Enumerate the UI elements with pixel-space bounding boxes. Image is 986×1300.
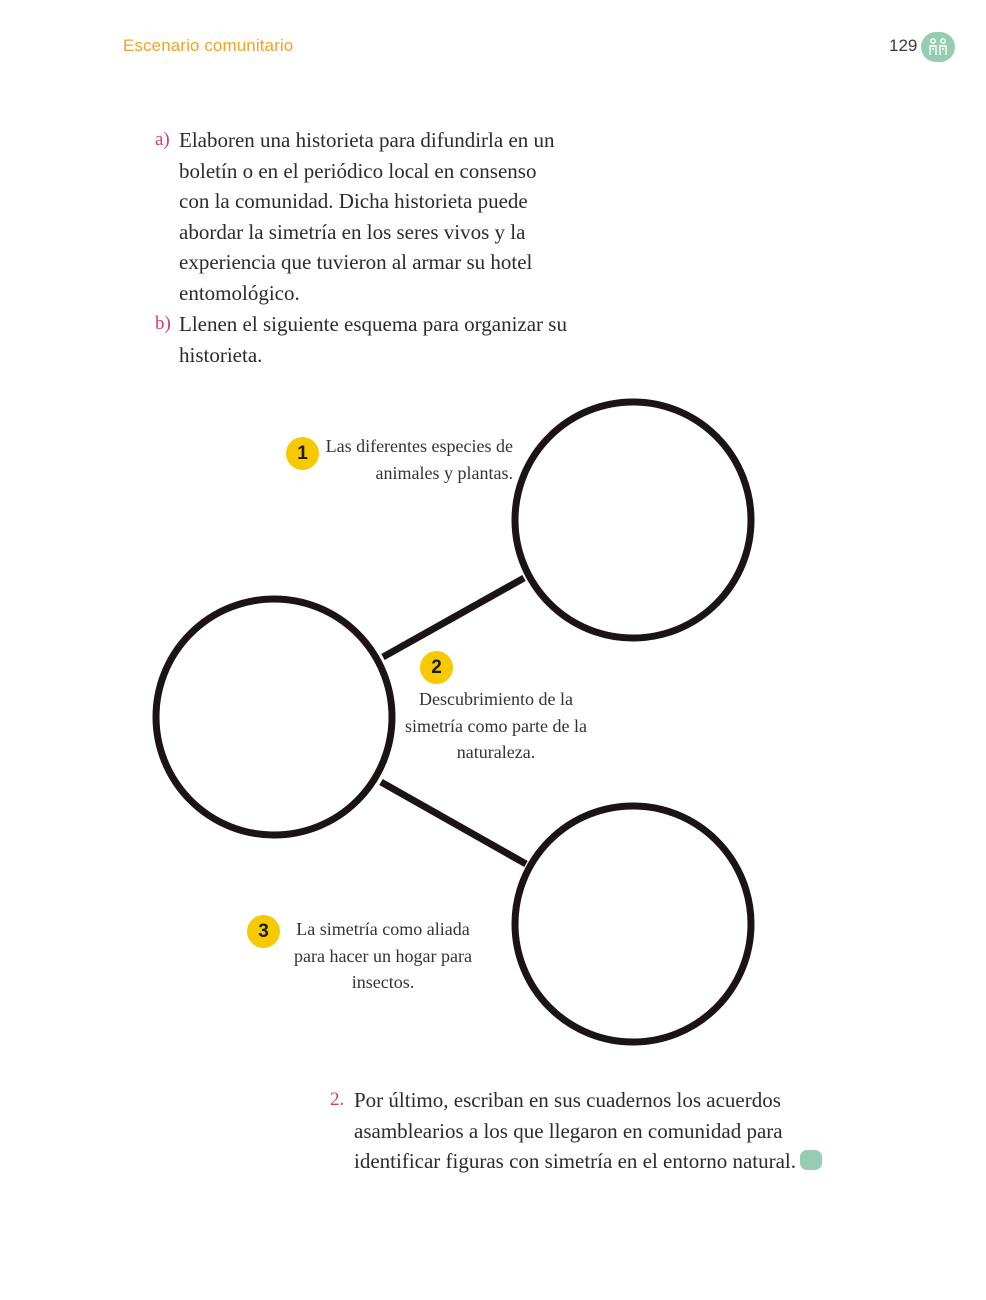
number-badge-1: 1	[286, 437, 319, 470]
instruction-a-text: Elaboren una historieta para difundirla en un boletín o en el periódico local en consenso con la comunidad. Dicha historieta puede abordar la simetría en los seres vivos y la experiencia que tuvieron al armar su hotel entomológico.	[179, 128, 555, 305]
page-number: 129	[889, 36, 918, 55]
node-1-label: Las diferentes especies de animales y plantas.	[325, 436, 513, 483]
instruction-b-text: Llenen el siguiente esquema para organizar su historieta.	[179, 312, 567, 367]
node-3-label: La simetría como aliada para hacer un hogar para insectos.	[294, 919, 472, 992]
community-icon	[800, 1150, 822, 1170]
connector-line-top	[383, 578, 524, 657]
activity-2	[330, 1085, 824, 1177]
activity-2-marker: 2.	[330, 1089, 345, 1110]
instruction-a-marker: a)	[155, 129, 170, 150]
instruction-b-marker: b)	[155, 313, 171, 334]
number-badge-3: 3	[247, 915, 280, 948]
activity-2-text: Por último, escriban en sus cuadernos los acuerdos asamblearios a los que llegaron en comunidad para identificar figuras con simetría en el entorno natural.	[354, 1088, 796, 1174]
write-circle-2[interactable]	[156, 599, 392, 835]
write-circle-3[interactable]	[515, 806, 751, 1042]
section-title: Escenario comunitario	[123, 36, 294, 55]
write-circle-1[interactable]	[515, 402, 751, 638]
number-badge-2: 2	[420, 651, 453, 684]
connector-line-bottom	[381, 782, 526, 864]
node-2-label: Descubrimiento de la simetría como parte de la naturaleza.	[405, 689, 587, 762]
